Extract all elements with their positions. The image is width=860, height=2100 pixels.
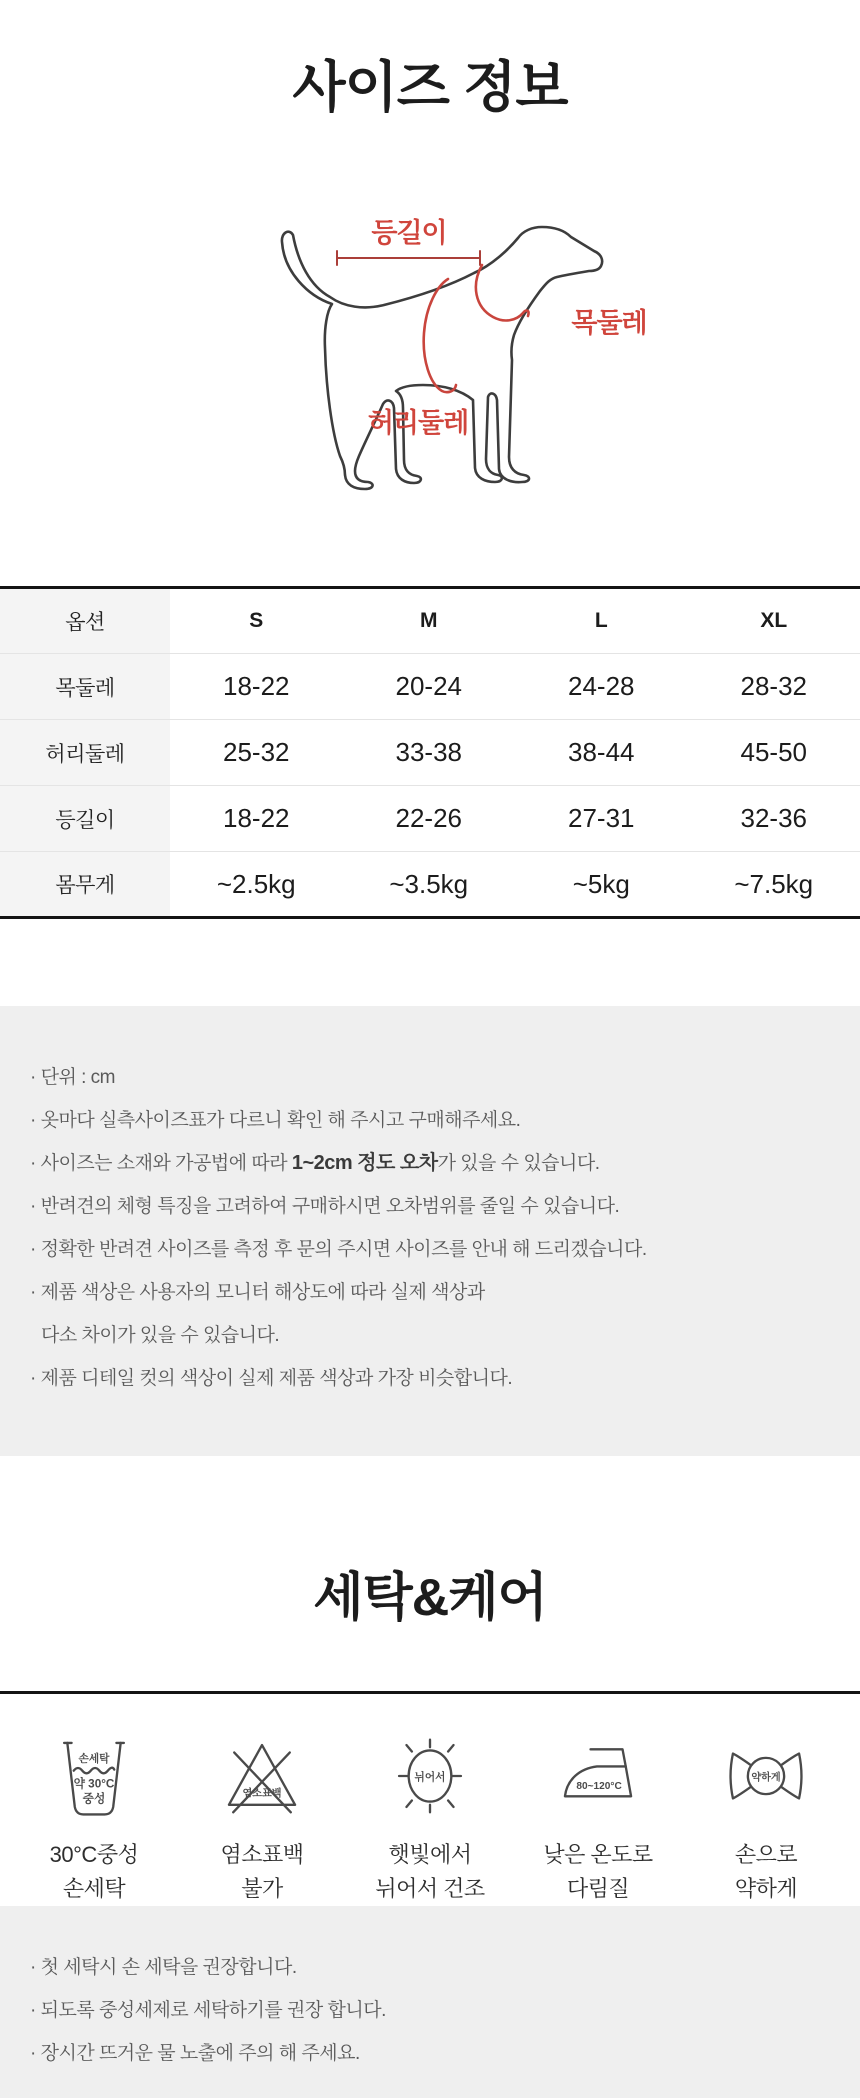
cell-weight-xl: ~7.5kg <box>734 868 814 899</box>
care-item-hand-wash <box>10 1728 178 1906</box>
dog-body-outline <box>282 227 602 489</box>
care-note-first-wash: · 첫 세탁시 손 세탁을 권장합니다. <box>30 1957 297 1978</box>
waist-girth-arc <box>424 279 456 392</box>
hand-wash-icon <box>46 1728 142 1824</box>
care-item-hand-wring <box>682 1728 850 1906</box>
dog-line-art-icon <box>210 138 650 518</box>
no-bleach-icon-text: 염소표백 <box>242 1788 282 1800</box>
hand-wring-icon-text: 약하게 <box>751 1772 781 1784</box>
neck-label: 목둘레 <box>571 308 647 338</box>
size-table-header-m: M <box>343 588 516 654</box>
care-label-hand-wring-line1: 손으로 <box>734 1842 798 1867</box>
size-notes-panel <box>0 1006 860 1456</box>
care-label-hand-wring-line2: 약하게 <box>734 1876 798 1901</box>
care-label-no-bleach-line1: 염소표백 <box>220 1842 304 1867</box>
care-label-iron-low-line1: 낮은 온도로 <box>543 1842 653 1867</box>
cell-back-m: 22-26 <box>343 786 516 852</box>
cell-waist-s: 25-32 <box>170 720 343 786</box>
care-label-sun-dry <box>375 1838 484 1906</box>
care-label-no-bleach <box>220 1838 303 1906</box>
care-label-no-bleach-line2: 불가 <box>241 1876 283 1901</box>
no-bleach-icon <box>214 1728 310 1824</box>
size-section-title: 사이즈 정보 <box>292 56 568 118</box>
row-label-back-length: 등길이 <box>0 786 170 852</box>
cell-weight-s: ~2.5kg <box>216 868 296 899</box>
size-note-unit: · 단위 : cm <box>30 1067 115 1088</box>
care-label-iron-low <box>543 1838 652 1906</box>
care-icons-strip <box>0 1691 860 1906</box>
cell-back-xl: 32-36 <box>688 786 860 852</box>
table-row-waist <box>0 720 860 786</box>
row-label-neck: 목둘레 <box>0 654 170 720</box>
care-label-hand-wash-line2: 손세탁 <box>62 1876 126 1901</box>
care-note-hot-water: · 장시간 뜨거운 물 노출에 주의 해 주세요. <box>30 2043 360 2064</box>
neck-girth-arc <box>476 265 529 320</box>
size-table-header-row <box>0 588 860 654</box>
size-note-color-2: 다소 차이가 있을 수 있습니다. <box>41 1325 280 1346</box>
size-table-header-l: L <box>515 588 688 654</box>
care-label-hand-wring <box>735 1838 797 1906</box>
care-item-iron-low <box>514 1728 682 1906</box>
cell-waist-l: 38-44 <box>515 720 688 786</box>
tolerance-bold: 1~2cm 정도 오차 <box>291 1152 438 1174</box>
care-label-iron-low-line2: 다림질 <box>566 1876 630 1901</box>
care-section-title: 세탁&케어 <box>313 1569 547 1627</box>
hand-wring-icon <box>718 1728 814 1824</box>
dog-measurement-diagram <box>210 138 650 518</box>
cell-neck-xl: 28-32 <box>688 654 860 720</box>
cell-weight-m: ~3.5kg <box>389 868 469 899</box>
care-item-no-bleach <box>178 1728 346 1906</box>
hand-wash-icon-text-bot: 중성 <box>82 1792 106 1806</box>
iron-low-icon <box>550 1728 646 1824</box>
size-note-tolerance <box>30 1142 830 1185</box>
waist-label: 허리둘레 <box>367 408 469 438</box>
back-length-label: 등길이 <box>371 218 447 248</box>
iron-low-icon-text: 80~120°C <box>576 1780 622 1792</box>
cell-back-l: 27-31 <box>515 786 688 852</box>
hand-wash-icon-text-top: 손세탁 <box>78 1753 110 1766</box>
cell-waist-xl: 45-50 <box>688 720 860 786</box>
cell-neck-m: 20-24 <box>343 654 516 720</box>
size-table-header-option: 옵션 <box>0 588 170 654</box>
row-label-weight: 몸무게 <box>0 852 170 918</box>
hand-wash-icon-text-mid: 약 30°C <box>73 1777 115 1791</box>
tolerance-suffix: 가 있을 수 있습니다. <box>437 1153 600 1174</box>
cell-neck-s: 18-22 <box>170 654 343 720</box>
size-note-detail-cut: · 제품 디테일 컷의 색상이 실제 제품 색상과 가장 비슷합니다. <box>30 1368 513 1389</box>
care-notes-panel <box>0 1906 860 2098</box>
size-table-header-s: S <box>170 588 343 654</box>
care-label-hand-wash-line1: 30°C중성 <box>49 1842 139 1867</box>
care-label-sun-dry-line1: 햇빛에서 <box>388 1842 472 1867</box>
size-table <box>0 586 860 919</box>
cell-waist-m: 33-38 <box>343 720 516 786</box>
tolerance-prefix: · 사이즈는 소재와 가공법에 따라 <box>30 1153 292 1174</box>
size-note-body-shape: · 반려견의 체형 특징을 고려하여 구매하시면 오차범위를 줄일 수 있습니다. <box>30 1196 620 1217</box>
care-note-detergent: · 되도록 중성세제로 세탁하기를 권장 합니다. <box>30 2000 386 2021</box>
cell-back-s: 18-22 <box>170 786 343 852</box>
size-note-check: · 옷마다 실측사이즈표가 다르니 확인 해 주시고 구매해주세요. <box>30 1110 521 1131</box>
table-row-weight <box>0 852 860 918</box>
care-label-hand-wash <box>50 1838 139 1906</box>
sun-dry-icon-text: 뉘어서 <box>414 1771 446 1784</box>
size-table-header-xl: XL <box>688 588 860 654</box>
care-label-sun-dry-line2: 뉘어서 건조 <box>375 1876 485 1901</box>
row-label-waist: 허리둘레 <box>0 720 170 786</box>
care-item-sun-dry <box>346 1728 514 1906</box>
cell-weight-l: ~5kg <box>572 868 630 899</box>
back-length-measure-line <box>337 251 480 265</box>
table-row-back-length <box>0 786 860 852</box>
cell-neck-l: 24-28 <box>515 654 688 720</box>
table-row-neck <box>0 654 860 720</box>
sun-dry-icon <box>382 1728 478 1824</box>
size-note-color-1: · 제품 색상은 사용자의 모니터 해상도에 따라 실제 색상과 <box>30 1282 485 1303</box>
size-note-inquiry: · 정확한 반려견 사이즈를 측정 후 문의 주시면 사이즈를 안내 해 드리겠습니다. <box>30 1239 647 1260</box>
